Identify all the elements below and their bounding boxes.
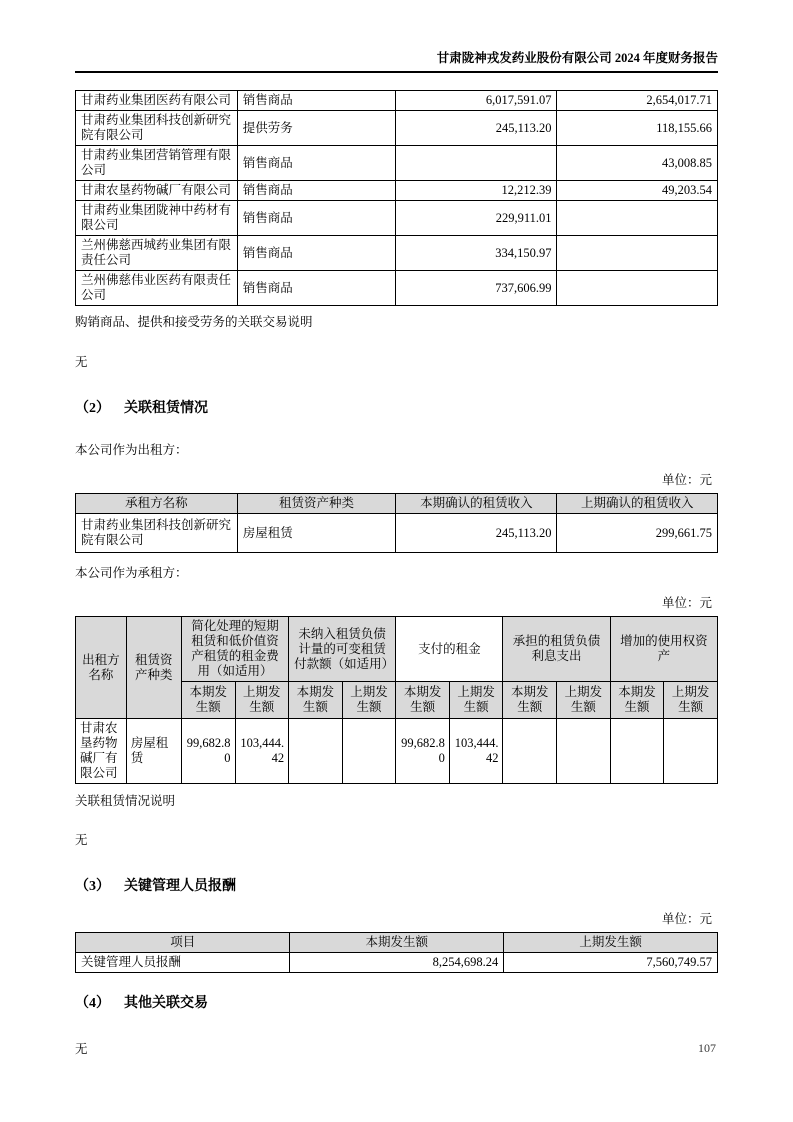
column-header: 上期确认的租赁收入 <box>557 494 718 514</box>
subcolumn-header: 本期发生额 <box>396 682 450 719</box>
unit-label: 单位：元 <box>661 473 712 487</box>
prior-amount: 2,654,017.71 <box>557 91 718 111</box>
lessor-table <box>75 493 718 553</box>
party-name: 甘肃农垦药物碱厂有限公司 <box>76 181 238 201</box>
table-header-row <box>76 494 718 514</box>
section-number: （2） <box>75 401 110 416</box>
asset-type: 房屋租赁 <box>237 514 396 553</box>
lessor-name: 甘肃农垦药物碱厂有限公司 <box>76 719 127 784</box>
section-title: 其他关联交易 <box>124 996 208 1011</box>
amount-cell <box>289 719 343 784</box>
transactions-note-value: 无 <box>75 355 88 369</box>
table-row <box>76 201 718 236</box>
party-name: 兰州佛慈西城药业集团有限责任公司 <box>76 236 238 271</box>
page-content <box>75 50 718 1057</box>
column-header: 本期发生额 <box>290 933 504 953</box>
doc-header-title: 甘肃陇神戎发药业股份有限公司 2024 年度财务报告 <box>75 50 718 73</box>
subcolumn-header: 本期发生额 <box>503 682 557 719</box>
prior-amount <box>557 201 718 236</box>
section-title: 关联租赁情况 <box>124 401 208 416</box>
lessee-label: 本公司作为承租方： <box>75 566 188 580</box>
transaction-type: 销售商品 <box>237 271 396 306</box>
lease-note-label: 关联租赁情况说明 <box>75 794 176 808</box>
subcolumn-header: 本期发生额 <box>181 682 235 719</box>
other-section-value: 无 <box>75 1042 88 1056</box>
transaction-type: 销售商品 <box>237 146 396 181</box>
section-number: （4） <box>75 996 110 1011</box>
compensation-table <box>75 932 718 973</box>
transaction-type: 销售商品 <box>237 181 396 201</box>
amount-cell <box>610 719 664 784</box>
transaction-type: 销售商品 <box>237 201 396 236</box>
lessor-label: 本公司作为出租方： <box>75 443 188 457</box>
subcolumn-header: 上期发生额 <box>235 682 289 719</box>
amount-cell: 103,444.42 <box>449 719 503 784</box>
prior-amount: 49,203.54 <box>557 181 718 201</box>
column-header: 租赁资产种类 <box>237 494 396 514</box>
section-heading-other <box>75 995 718 1013</box>
prior-amount: 118,155.66 <box>557 111 718 146</box>
transaction-type: 提供劳务 <box>237 111 396 146</box>
unit-label: 单位：元 <box>661 596 712 610</box>
column-header: 上期发生额 <box>504 933 718 953</box>
item-label: 关键管理人员报酬 <box>76 953 290 973</box>
table-row <box>76 181 718 201</box>
table-row <box>76 271 718 306</box>
table-row <box>76 111 718 146</box>
group-header: 支付的租金 <box>396 617 503 682</box>
transaction-type: 销售商品 <box>237 91 396 111</box>
section-heading-compensation <box>75 878 718 896</box>
subcolumn-header: 上期发生额 <box>342 682 396 719</box>
group-header: 增加的使用权资产 <box>610 617 717 682</box>
table-row <box>76 236 718 271</box>
current-amount: 737,606.99 <box>396 271 557 306</box>
column-header: 出租方名称 <box>76 617 127 719</box>
transactions-note-label: 购销商品、提供和接受劳务的关联交易说明 <box>75 315 313 329</box>
prior-amount: 43,008.85 <box>557 146 718 181</box>
prior-amount: 299,661.75 <box>557 514 718 553</box>
subcolumn-header: 本期发生额 <box>289 682 343 719</box>
table-row <box>76 91 718 111</box>
table-row <box>76 514 718 553</box>
subcolumn-header: 上期发生额 <box>664 682 718 719</box>
subcolumn-header: 上期发生额 <box>557 682 611 719</box>
amount-cell <box>664 719 718 784</box>
table-row <box>76 719 718 784</box>
section-heading-lease <box>75 400 718 418</box>
subcolumn-header: 上期发生额 <box>449 682 503 719</box>
current-amount: 8,254,698.24 <box>290 953 504 973</box>
group-header: 未纳入租赁负债计量的可变租赁付款额（如适用） <box>289 617 396 682</box>
party-name: 甘肃药业集团营销管理有限公司 <box>76 146 238 181</box>
transaction-type: 销售商品 <box>237 236 396 271</box>
lease-note-value: 无 <box>75 833 88 847</box>
current-amount: 245,113.20 <box>396 111 557 146</box>
prior-amount: 7,560,749.57 <box>504 953 718 973</box>
table-header-row <box>76 933 718 953</box>
column-header: 租赁资产种类 <box>126 617 181 719</box>
page-number: 107 <box>698 1041 716 1055</box>
asset-type: 房屋租赁 <box>126 719 181 784</box>
group-header: 简化处理的短期租赁和低价值资产租赁的租金费用（如适用） <box>181 617 288 682</box>
current-amount: 12,212.39 <box>396 181 557 201</box>
table-row <box>76 953 718 973</box>
party-name: 甘肃药业集团陇神中药材有限公司 <box>76 201 238 236</box>
prior-amount <box>557 236 718 271</box>
table-group-header-row <box>76 617 718 682</box>
amount-cell <box>503 719 557 784</box>
current-amount: 334,150.97 <box>396 236 557 271</box>
section-number: （3） <box>75 879 110 894</box>
current-amount: 229,911.01 <box>396 201 557 236</box>
current-amount: 6,017,591.07 <box>396 91 557 111</box>
current-amount: 245,113.20 <box>396 514 557 553</box>
lessee-name: 甘肃药业集团科技创新研究院有限公司 <box>76 514 238 553</box>
party-name: 甘肃药业集团医药有限公司 <box>76 91 238 111</box>
subcolumn-header: 本期发生额 <box>610 682 664 719</box>
amount-cell <box>342 719 396 784</box>
related-party-transactions-table <box>75 90 718 306</box>
column-header: 项目 <box>76 933 290 953</box>
party-name: 甘肃药业集团科技创新研究院有限公司 <box>76 111 238 146</box>
current-amount <box>396 146 557 181</box>
section-title: 关键管理人员报酬 <box>124 879 236 894</box>
lessee-table <box>75 616 718 784</box>
table-row <box>76 146 718 181</box>
amount-cell: 103,444.42 <box>235 719 289 784</box>
group-header: 承担的租赁负债利息支出 <box>503 617 610 682</box>
amount-cell: 99,682.80 <box>396 719 450 784</box>
party-name: 兰州佛慈伟业医药有限责任公司 <box>76 271 238 306</box>
unit-label: 单位：元 <box>661 912 712 926</box>
column-header: 承租方名称 <box>76 494 238 514</box>
prior-amount <box>557 271 718 306</box>
amount-cell <box>557 719 611 784</box>
amount-cell: 99,682.80 <box>181 719 235 784</box>
column-header: 本期确认的租赁收入 <box>396 494 557 514</box>
